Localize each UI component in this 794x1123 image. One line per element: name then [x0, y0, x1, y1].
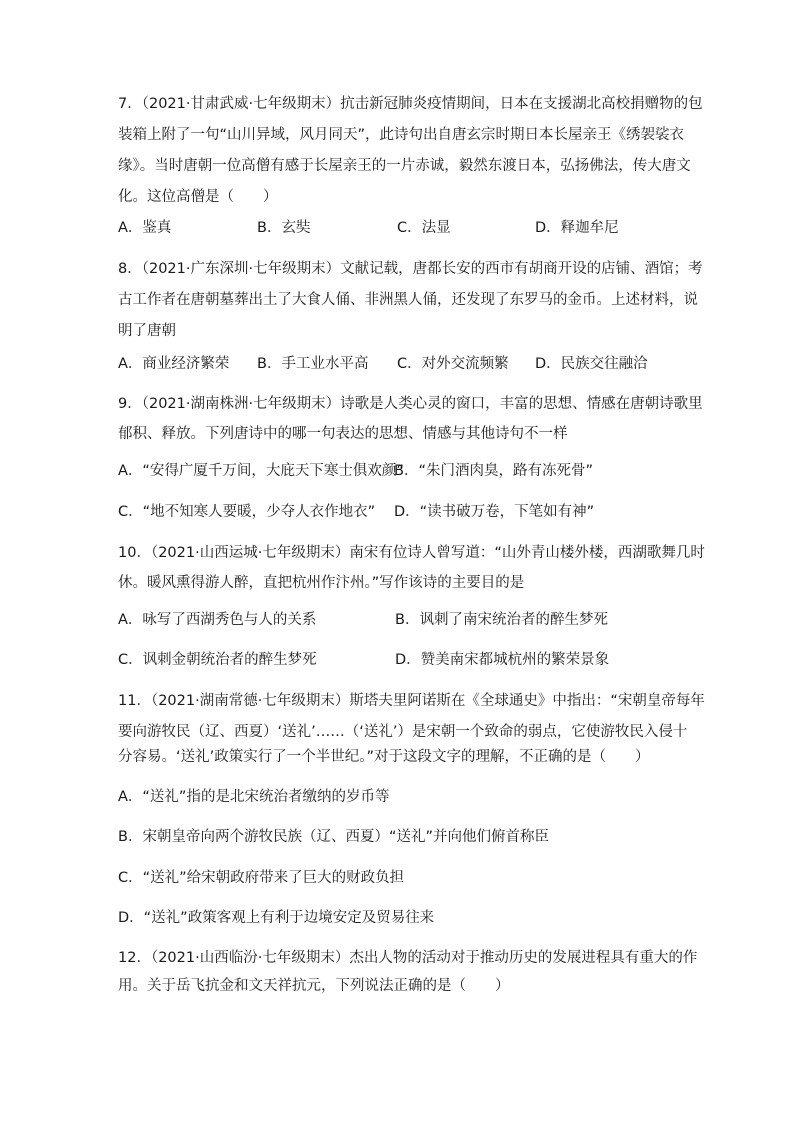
- option-b[interactable]: B．“朱门酒肉臭，路有冻死骨”: [394, 463, 593, 479]
- option-a[interactable]: A．“安得广厦千万间，大庇天下寒士俱欢颜”: [118, 463, 404, 479]
- option-a[interactable]: A．咏写了西湖秀色与人的关系: [118, 612, 317, 628]
- question-text-line: 郁积、释放。下列唐诗中的哪一句表达的思想、情感与其他诗句不一样: [118, 426, 568, 442]
- option-c[interactable]: C．对外交流频繁: [397, 356, 509, 372]
- option-b[interactable]: B．玄奘: [257, 220, 311, 236]
- question-text-line: 明了唐朝: [118, 323, 176, 339]
- question-text-line: 8．（2021·广东深圳·七年级期末）文献记载，唐都长安的西市有胡商开设的店铺、酒馆；考: [118, 261, 703, 277]
- question-text-line: 休。暖风熏得游人醉，直把杭州作汴州。”写作该诗的主要目的是: [118, 575, 525, 591]
- question-text-line: 10．（2021·山西运城·七年级期末）南宋有位诗人曾写道：“山外青山楼外楼，西湖歌舞几时: [118, 545, 705, 561]
- option-c[interactable]: C．“送礼”给宋朝政府带来了巨大的财政负担: [118, 870, 405, 886]
- question-text-line: 7．（2021·甘肃武威·七年级期末）抗击新冠肺炎疫情期间，日本在支援湖北高校捐赠物的包: [118, 96, 703, 112]
- option-d[interactable]: D．民族交往融洽: [535, 356, 648, 372]
- option-a[interactable]: A．“送礼”指的是北宋统治者缴纳的岁币等: [118, 789, 390, 805]
- question-text-line: 用。关于岳飞抗金和文天祥抗元，下列说法正确的是（ ）: [118, 978, 510, 994]
- option-d[interactable]: D．赞美南宋都城杭州的繁荣景象: [395, 652, 610, 668]
- question-text-line: 11．（2021·湖南常德·七年级期末）斯塔夫里阿诺斯在《全球通史》中指出：“宋朝皇帝每年: [118, 693, 705, 709]
- option-a[interactable]: A．鉴真: [118, 220, 172, 236]
- question-text-line: 分容易。‘送礼’政策实行了一个半世纪。”对于这段文字的理解，不正确的是（ ）: [118, 749, 650, 765]
- question-text-line: 9．（2021·湖南株洲·七年级期末）诗歌是人类心灵的窗口，丰富的思想、情感在唐朝诗歌里: [118, 396, 703, 412]
- option-d[interactable]: D．“读书破万卷，下笔如有神”: [394, 504, 595, 520]
- question-text-line: 要向游牧民（辽、西夏）‘送礼’……（‘送礼’）是宋朝一个致命的弱点，它使游牧民入侵十: [118, 724, 688, 740]
- option-b[interactable]: B．宋朝皇帝向两个游牧民族（辽、西夏）“送礼”并向他们俯首称臣: [118, 829, 549, 845]
- question-text-line: 缘》。当时唐朝一位高僧有感于长屋亲王的一片赤诚，毅然东渡日本，弘扬佛法，传大唐文: [118, 158, 691, 174]
- question-text-line: 化。这位高僧是（ ）: [118, 189, 278, 205]
- option-c[interactable]: C．法显: [397, 220, 451, 236]
- option-d[interactable]: D．释迦牟尼: [535, 220, 619, 236]
- option-b[interactable]: B．讽刺了南宋统治者的醉生梦死: [395, 612, 608, 628]
- option-b[interactable]: B．手工业水平高: [257, 356, 369, 372]
- question-text-line: 装箱上附了一句“山川异域，风月同天”，此诗句出自唐玄宗时期日本长屋亲王《绣袈裟衣: [118, 127, 685, 143]
- option-d[interactable]: D．“送礼”政策客观上有利于边境安定及贸易往来: [118, 910, 435, 926]
- question-text-line: 古工作者在唐朝墓葬出土了大食人俑、非洲黑人俑，还发现了东罗马的金币。上述材料，说: [118, 292, 698, 308]
- option-a[interactable]: A．商业经济繁荣: [118, 356, 230, 372]
- option-c[interactable]: C．讽刺金朝统治者的醉生梦死: [118, 652, 317, 668]
- option-c[interactable]: C．“地不知寒人要暖，少夺人衣作地衣”: [118, 504, 376, 520]
- question-text-line: 12．（2021·山西临汾·七年级期末）杰出人物的活动对于推动历史的发展进程具有重大的作: [118, 950, 698, 966]
